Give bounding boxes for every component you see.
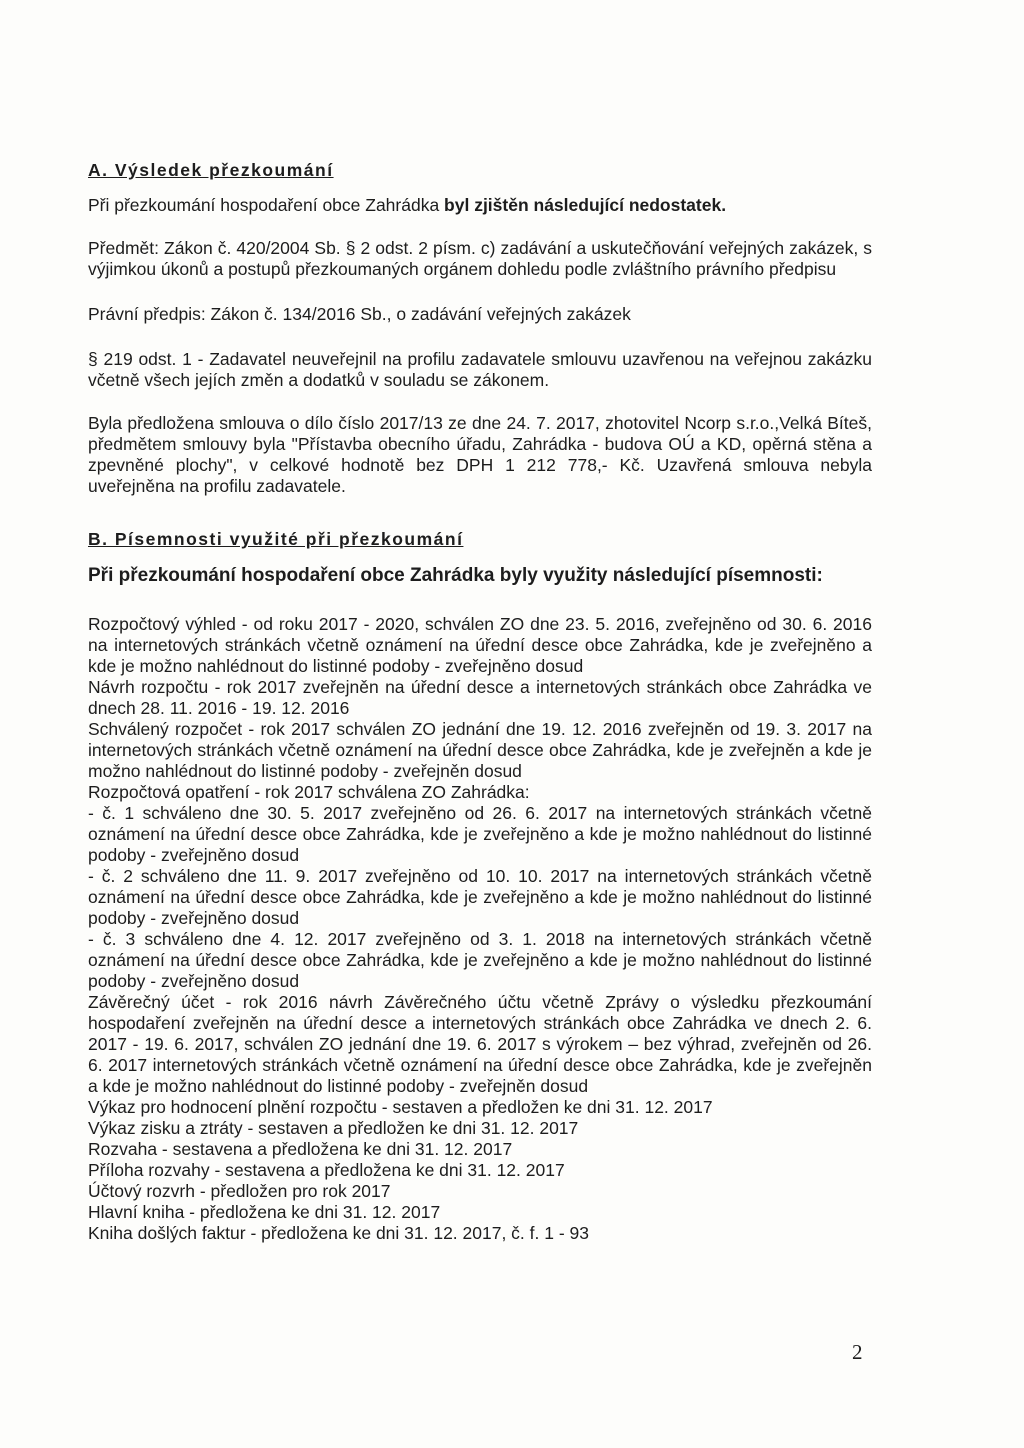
- section-a-intro: [88, 195, 872, 216]
- list-item: - č. 1 schváleno dne 30. 5. 2017 zveřejněno od 26. 6. 2017 na internetových stránkách včetně oznámení na úřední desce obce Zahrádka, kde je zveřejněno a kde je možno nahlédnout do listinné podoby - zveřejněno dosud: [88, 803, 872, 865]
- list-item: Výkaz zisku a ztráty - sestaven a předložen ke dni 31. 12. 2017: [88, 1118, 579, 1138]
- list-item: Schválený rozpočet - rok 2017 schválen ZO jednání dne 19. 12. 2016 zveřejněn od 19. 3. 2017 na internetových stránkách včetně oznámení na úřední desce obce Zahrádka, kde je zveřejněn a kde je možno nahlédnout do listinné podoby - zveřejněn dosud: [88, 719, 872, 781]
- list-item: - č. 3 schváleno dne 4. 12. 2017 zveřejněno od 3. 1. 2018 na internetových stránkách včetně oznámení na úřední desce obce Zahrádka, kde je zveřejněno a kde je možno nahlédnout do listinné podoby - zveřejněno dosud: [88, 929, 872, 991]
- documents-list: [88, 614, 872, 1244]
- paragraph-219: § 219 odst. 1 - Zadavatel neuveřejnil na profilu zadavatele smlouvu uzavřenou na veřejnou zakázku včetně všech jejích změn a dodatků v souladu se zákonem.: [88, 349, 872, 390]
- intro-bold-text: byl zjištěn následující nedostatek.: [444, 195, 727, 215]
- section-b-heading: B. Písemnosti využité při přezkoumání: [88, 529, 464, 549]
- page-content: [88, 160, 872, 1244]
- list-item: Příloha rozvahy - sestavena a předložena ke dni 31. 12. 2017: [88, 1160, 565, 1180]
- list-item: Rozpočtová opatření - rok 2017 schválena ZO Zahrádka:: [88, 782, 530, 802]
- list-item: Závěrečný účet - rok 2016 návrh Závěrečného účtu včetně Zprávy o výsledku přezkoumání hospodaření zveřejněn na úřední desce a internetových stránkách obce Zahrádka ve dnech 2. 6. 2017 - 19. 6. 2017, schválen ZO jednání dne 19. 6. 2017 s výrokem – bez výhrad, zveřejněn od 26. 6. 2017 internetových stránkách včetně oznámení na úřední desce obce Zahrádka, kde je zveřejněn a kde je možno nahlédnout do listinné podoby - zveřejněn dosud: [88, 992, 872, 1096]
- list-item: Hlavní kniha - předložena ke dni 31. 12. 2017: [88, 1202, 441, 1222]
- subject-paragraph: Předmět: Zákon č. 420/2004 Sb. § 2 odst. 2 písm. c) zadávání a uskutečňování veřejných zakázek, s výjimkou úkonů a postupů přezkoumaných orgánem dohledu podle zvláštního právního předpisu: [88, 238, 872, 279]
- list-item: Návrh rozpočtu - rok 2017 zveřejněn na úřední desce a internetových stránkách obce Zahrádka ve dnech 28. 11. 2016 - 19. 12. 2016: [88, 677, 872, 718]
- list-item: Rozpočtový výhled - od roku 2017 - 2020, schválen ZO dne 23. 5. 2016, zveřejněno od 30. 6. 2016 na internetových stránkách včetně oznámení na úřední desce obce Zahrádka, kde je zveřejněno a kde je možno nahlédnout do listinné podoby - zveřejněno dosud: [88, 614, 872, 676]
- finding-paragraph: Byla předložena smlouva o dílo číslo 2017/13 ze dne 24. 7. 2017, zhotovitel Ncorp s.r.o.,Velká Bíteš, předmětem smlouvy byla "Přístavba obecního úřadu, Zahrádka - budova OÚ a KD, opěrná stěna a zpevněné plochy", v celkové hodnotě bez DPH 1 212 778,- Kč. Uzavřená smlouva nebyla uveřejněna na profilu zadavatele.: [88, 413, 872, 496]
- list-item: Účtový rozvrh - předložen pro rok 2017: [88, 1181, 391, 1201]
- legal-regulation: Právní předpis: Zákon č. 134/2016 Sb., o zadávání veřejných zakázek: [88, 304, 631, 324]
- list-item: Rozvaha - sestavena a předložena ke dni 31. 12. 2017: [88, 1139, 513, 1159]
- page-number: 2: [852, 1340, 863, 1364]
- list-item: Kniha došlých faktur - předložena ke dni 31. 12. 2017, č. f. 1 - 93: [88, 1223, 589, 1243]
- section-a-heading: A. Výsledek přezkoumání: [88, 160, 334, 180]
- list-item: - č. 2 schváleno dne 11. 9. 2017 zveřejněno od 10. 10. 2017 na internetových stránkách včetně oznámení na úřední desce obce Zahrádka, kde je zveřejněno a kde je možno nahlédnout do listinné podoby - zveřejněno dosud: [88, 866, 872, 928]
- intro-text: Při přezkoumání hospodaření obce Zahrádka: [88, 195, 445, 215]
- list-item: Výkaz pro hodnocení plnění rozpočtu - sestaven a předložen ke dni 31. 12. 2017: [88, 1097, 713, 1117]
- section-b-intro: Při přezkoumání hospodaření obce Zahrádka byly využity následující písemnosti:: [88, 565, 823, 586]
